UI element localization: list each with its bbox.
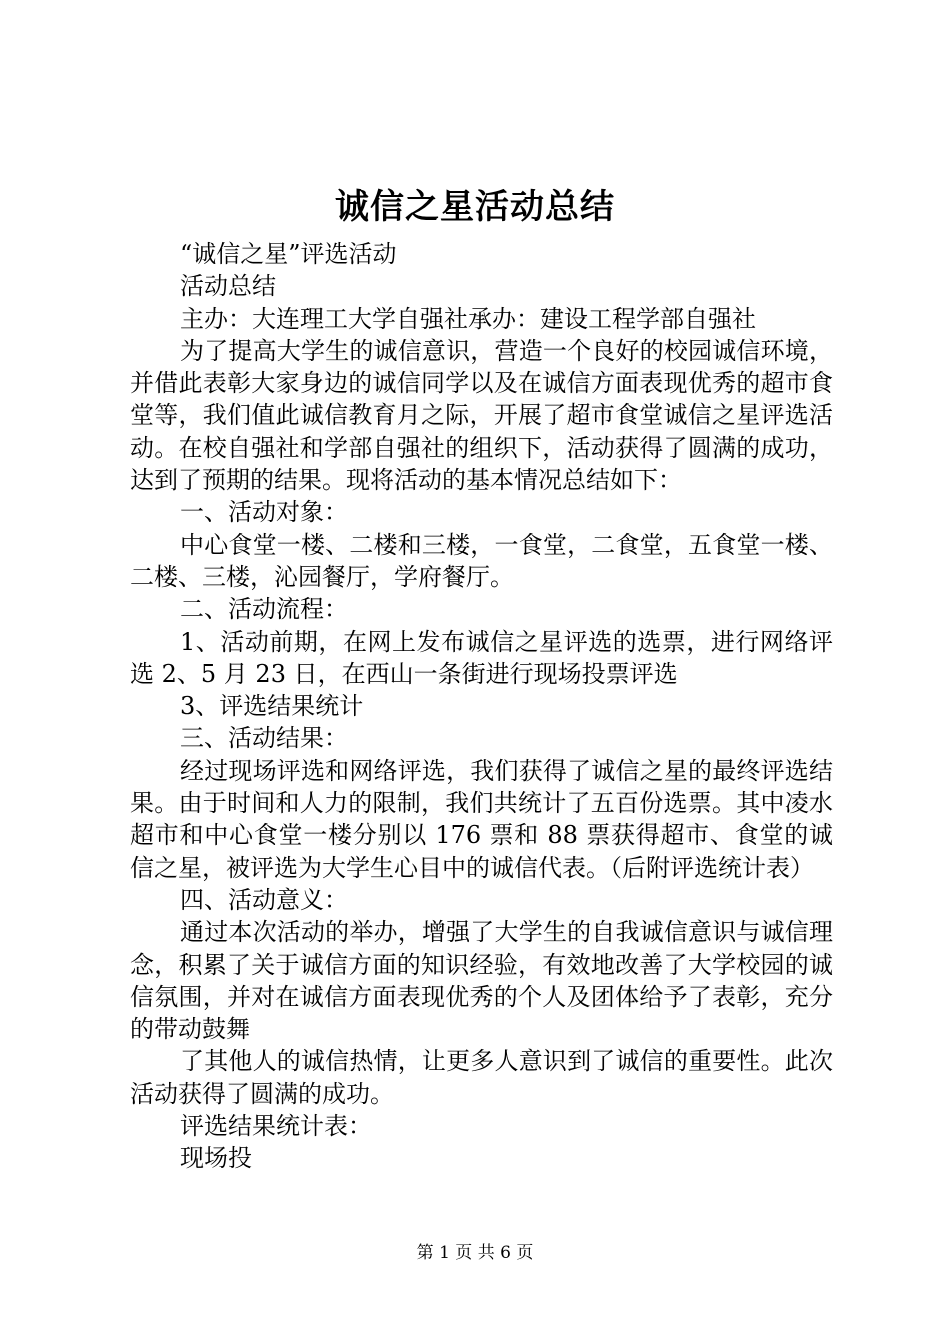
page-footer: 第 1 页 共 6 页 — [416, 1243, 534, 1263]
section-heading-process: 二、活动流程： — [180, 595, 348, 624]
subtitle-line: “诚信之星”评选活动 — [180, 240, 397, 268]
process-paragraph: 1、活动前期，在网上发布诚信之星评选的选票，进行网络评选 2、5 月 23 日，在西山一条街进行现场投票评选 — [130, 627, 833, 688]
section-heading-targets: 一、活动对象： — [180, 498, 348, 527]
subtitle-line-2: 活动总结 — [180, 272, 276, 301]
intro-paragraph: 为了提高大学生的诚信意识，营造一个良好的校园诚信环境，并借此表彰大家身边的诚信同学以及在诚信方面表现优秀的超市食堂等，我们值此诚信教育月之际，开展了超市食堂诚信之星评选活动。在校自强社和学部自强社的组织下，活动获得了圆满的成功，达到了预期的结果。现将活动的基本情况总结如下： — [130, 336, 833, 495]
table-fragment: 现场投 — [180, 1144, 252, 1173]
results-paragraph: 经过现场评选和网络评选，我们获得了诚信之星的最终评选结果。由于时间和人力的限制，我们共统计了五百份选票。其中凌水超市和中心食堂一楼分别以 176 票和 88 票获得超市、食堂的诚信之星，被评选为大学生心目中的诚信代表。（后附评选统计表） — [130, 756, 833, 882]
targets-paragraph: 中心食堂一楼、二楼和三楼，一食堂，二食堂，五食堂一楼、二楼、三楼，沁园餐厅，学府餐厅。 — [130, 530, 833, 591]
document-title: 诚信之星活动总结 — [335, 187, 615, 227]
process-step-3: 3、评选结果统计 — [180, 692, 364, 721]
document-body — [130, 238, 833, 1175]
table-caption: 评选结果统计表： — [180, 1112, 372, 1141]
organizer-line: 主办：大连理工大学自强社承办：建设工程学部自强社 — [180, 304, 756, 333]
significance-paragraph: 通过本次活动的举办，增强了大学生的自我诚信意识与诚信理念，积累了关于诚信方面的知识经验，有效地改善了大学校园的诚信氛围，并对在诚信方面表现优秀的个人及团体给予了表彰，充分的带动鼓舞 — [130, 918, 833, 1044]
section-heading-results: 三、活动结果： — [180, 724, 348, 753]
significance-paragraph-2: 了其他人的诚信热情，让更多人意识到了诚信的重要性。此次活动获得了圆满的成功。 — [130, 1047, 833, 1108]
section-heading-significance: 四、活动意义： — [180, 885, 348, 914]
